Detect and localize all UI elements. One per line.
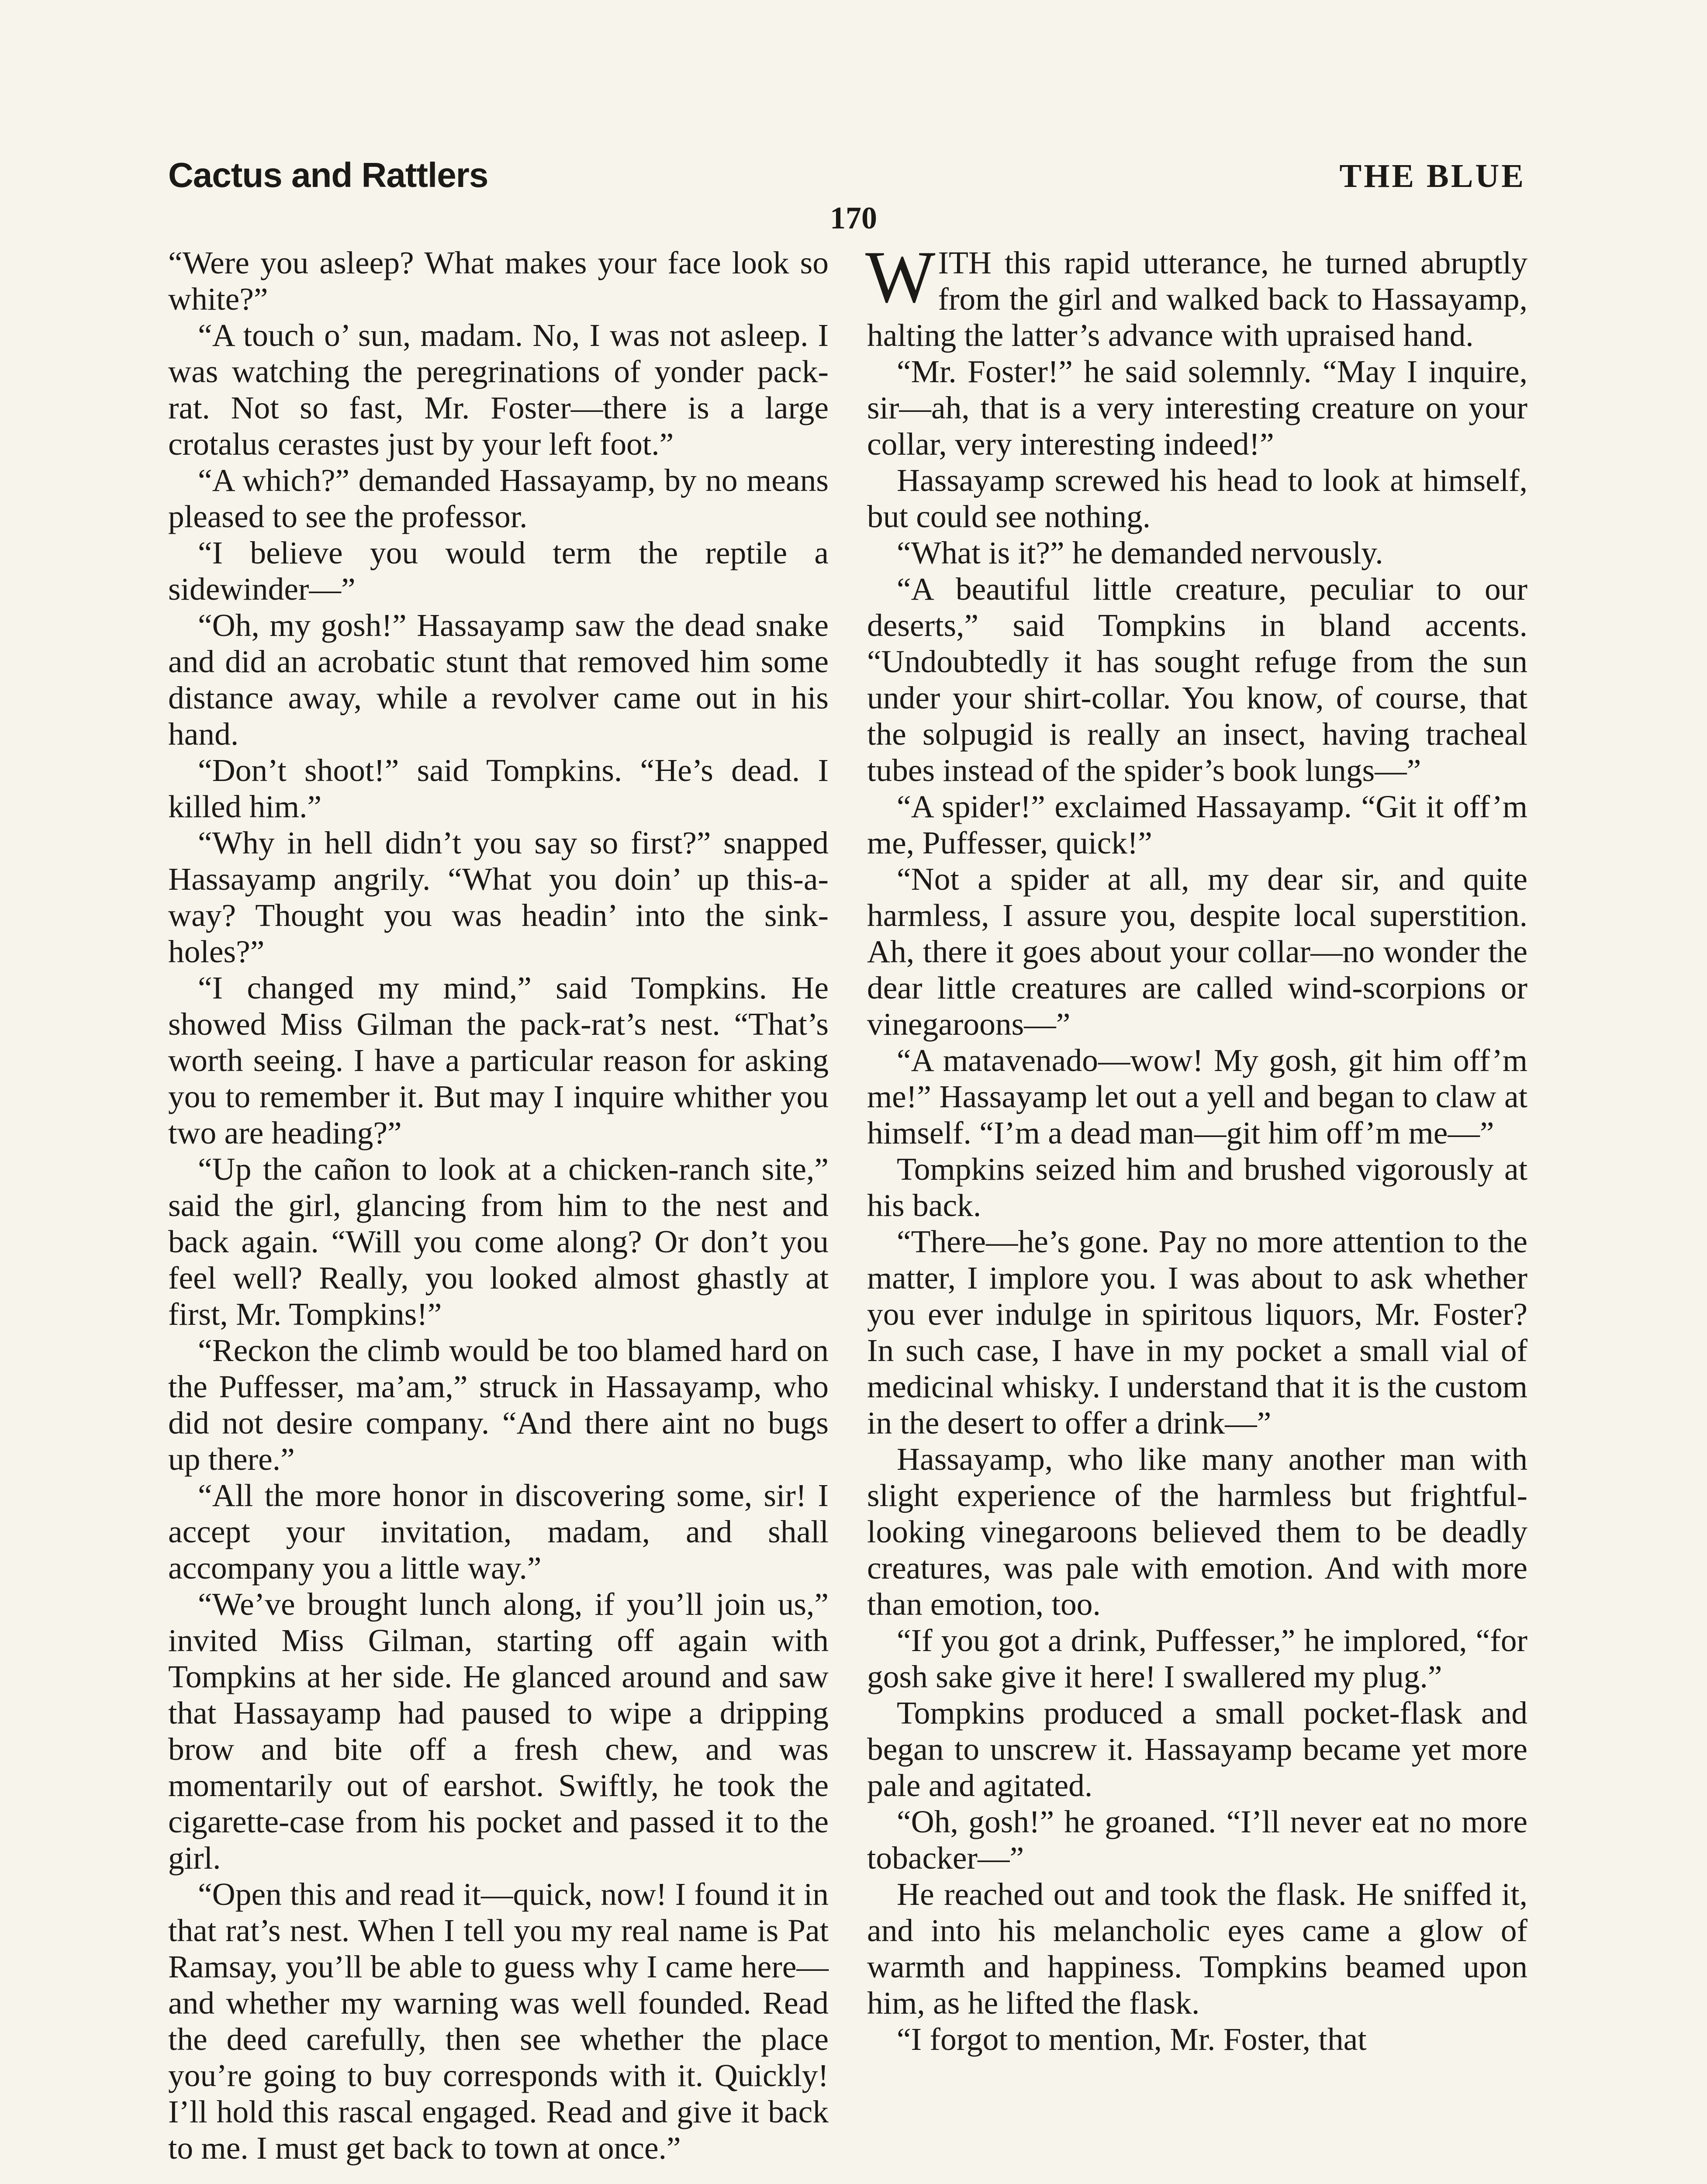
paragraph: “Mr. Foster!” he said solemnly. “May I inquire, sir—ah, that is a very interesting creature on your collar, very interesting indeed!” xyxy=(867,354,1527,462)
paragraph: “Were you asleep? What makes your face look so white?” xyxy=(168,245,829,317)
paragraph: “Oh, gosh!” he groaned. “I’ll never eat no more tobacker—” xyxy=(867,1804,1527,1876)
paragraph: “There—he’s gone. Pay no more attention to the matter, I implore you. I was about to ask whether you ever indulge in spiritous liquors, Mr. Foster? In such case, I have in my pocket a small vial of medicinal whisky. I understand that it is the custom in the desert to offer a drink—” xyxy=(867,1224,1527,1441)
paragraph: Tompkins seized him and brushed vigorously at his back. xyxy=(867,1151,1527,1223)
paragraph: “We’ve brought lunch along, if you’ll join us,” invited Miss Gilman, starting off again with Tompkins at her side. He glanced around and saw that Hassayamp had paused to wipe a dripping brow and bite off a fresh chew, and was momentarily out of earshot. Swiftly, he took the cigarette-case from his pocket and passed it to the girl. xyxy=(168,1586,829,1876)
paragraph: “A touch o’ sun, madam. No, I was not asleep. I was watching the peregrinations of yonder pack-rat. Not so fast, Mr. Foster—there is a large crotalus cerastes just by your left foot.” xyxy=(168,318,829,462)
paragraph: “A spider!” exclaimed Hassayamp. “Git it off’m me, Puffesser, quick!” xyxy=(867,789,1527,860)
magazine-name: THE BLUE xyxy=(1339,158,1526,194)
drop-cap: W xyxy=(865,236,936,318)
paragraph: “Not a spider at all, my dear sir, and quite harmless, I assure you, despite local superstition. Ah, there it goes about your collar—no wonder the dear little creatures are called wind-scorpions or vinegaroons—” xyxy=(867,861,1527,1042)
page-number: 170 xyxy=(830,200,877,235)
running-head xyxy=(168,155,1526,195)
left-column xyxy=(168,245,829,2166)
paragraph: “Oh, my gosh!” Hassayamp saw the dead snake and did an acrobatic stunt that removed him some distance away, while a revolver came out in his hand. xyxy=(168,608,829,752)
paragraph: Tompkins produced a small pocket-flask and began to unscrew it. Hassayamp became yet more pale and agitated. xyxy=(867,1695,1527,1803)
paragraph: Hassayamp screwed his head to look at himself, but could see nothing. xyxy=(867,463,1527,534)
paragraph: “A which?” demanded Hassayamp, by no means pleased to see the professor. xyxy=(168,463,829,534)
paragraph: Hassayamp, who like many another man with slight experience of the harmless but frightful-looking vinegaroons believed them to be deadly creatures, was pale with emotion. And with more than emotion, too. xyxy=(867,1441,1527,1622)
paragraph: “All the more honor in discovering some, sir! I accept your invitation, madam, and shall accompany you a little way.” xyxy=(168,1478,829,1586)
paragraph: He reached out and took the flask. He sniffed it, and into his melancholic eyes came a glow of warmth and happiness. Tompkins beamed upon him, as he lifted the flask. xyxy=(867,1876,1527,2021)
paragraph: “What is it?” he demanded nervously. xyxy=(897,535,1383,570)
paragraph: “A beautiful little creature, peculiar to our deserts,” said Tompkins in bland accents. “Undoubtedly it has sought refuge from the sun under your shirt-collar. You know, of course, that the solpugid is really an insect, having tracheal tubes instead of the spider’s book lungs—” xyxy=(867,571,1527,788)
paragraph: “Reckon the climb would be too blamed hard on the Puffesser, ma’am,” struck in Hassayamp, who did not desire company. “And there aint no bugs up there.” xyxy=(168,1333,829,1477)
right-column xyxy=(865,236,1527,2057)
paragraph: “Why in hell didn’t you say so first?” snapped Hassayamp angrily. “What you doin’ up this-a-way? Thought you was headin’ into the sink-holes?” xyxy=(168,825,829,969)
paragraph: “I forgot to mention, Mr. Foster, that xyxy=(897,2022,1367,2057)
paragraph: “Open this and read it—quick, now! I found it in that rat’s nest. When I tell you my real name is Pat Ramsay, you’ll be able to guess why I came here—and whether my warning was well founded. Read the deed carefully, then see whether the place you’re going to buy corresponds with it. Quickly! I’ll hold this rascal engaged. Read and give it back to me. I must get back to town at once.” xyxy=(168,1876,829,2166)
story-title: Cactus and Rattlers xyxy=(168,156,488,194)
paragraph: “Don’t shoot!” said Tompkins. “He’s dead. I killed him.” xyxy=(168,753,829,824)
paragraph: “A matavenado—wow! My gosh, git him off’m me!” Hassayamp let out a yell and began to claw at himself. “I’m a dead man—git him off’m me—” xyxy=(867,1043,1527,1151)
paragraph: “I believe you would term the reptile a sidewinder—” xyxy=(168,535,829,607)
opening-paragraph xyxy=(865,236,1527,353)
opening-text: ITH this rapid utterance, he turned abruptly from the girl and walked back to Hassayamp, halting the latter’s advance with upraised hand. xyxy=(867,245,1527,353)
paragraph: “Up the cañon to look at a chicken-ranch site,” said the girl, glancing from him to the nest and back again. “Will you come along? Or don’t you feel well? Really, you looked almost ghastly at first, Mr. Tompkins!” xyxy=(168,1151,829,1332)
paragraph: “I changed my mind,” said Tompkins. He showed Miss Gilman the pack-rat’s nest. “That’s worth seeing. I have a particular reason for asking you to remember it. But may I inquire whither you two are heading?” xyxy=(168,970,829,1151)
paragraph: “If you got a drink, Puffesser,” he implored, “for gosh sake give it here! I swallered my plug.” xyxy=(867,1623,1527,1694)
